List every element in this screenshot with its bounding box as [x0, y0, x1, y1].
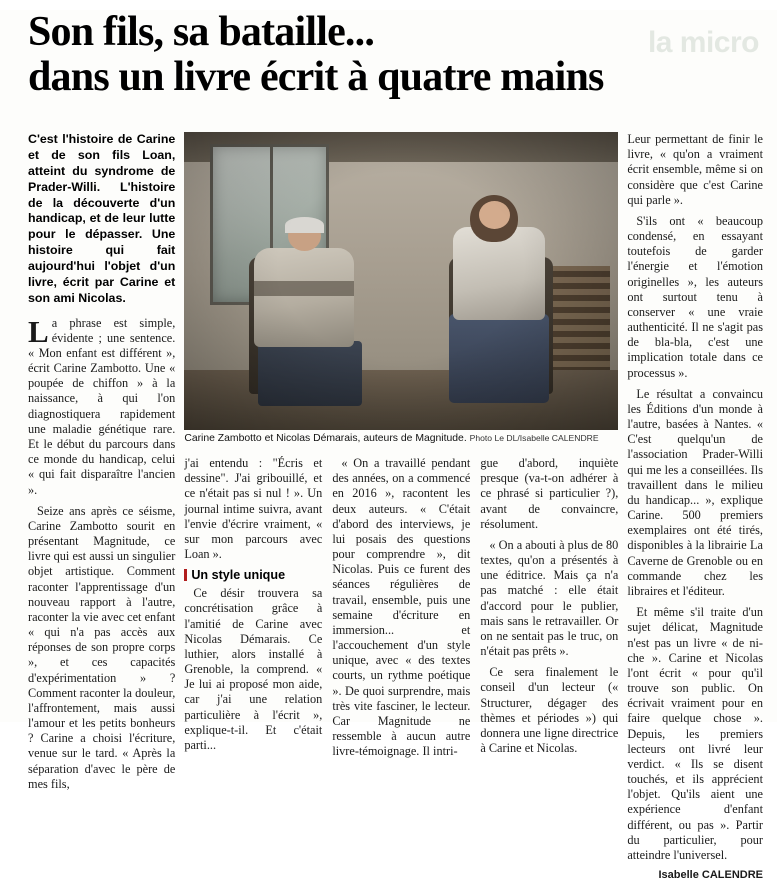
article-photo: [184, 132, 618, 430]
column-middle: [184, 132, 619, 759]
mid-right-paragraph-1: « On a travaillé pendant des années, on a commencé en 2016 », racontent les deux auteurs. « C'était d'abord des interviews, je lui posais des questions pour comprendre », dit Nicolas. Puis ce furent des séances régulières de travail, ensemble, puis une semaine d'écriture en immersion... et l'accouchement d'un style unique, avec « des textes courts, un rythme poétique ». De quoi surprendre, mais très vite fasciner, le lecteur. Car Magnitude ne ressemble à aucun autre livre-témoignage. Il intri-: [332, 456, 471, 759]
photo-credit: Photo Le DL/Isabelle CALENDRE: [469, 433, 599, 443]
left-paragraph-1: La phrase est simple, évidente ; une sentence. « Mon enfant est différent », écrit Carine Zambotto. Une « poupée de chiffon » à la naissance, à qui l'on diagnostiquera rapidement une maladie génétique rare. Et le début du parcours dans ce monde du handicap, celui « qui fait disparaître l'ancien ».: [28, 313, 176, 497]
newspaper-article-page: [0, 9, 777, 881]
photo-caption: [184, 432, 618, 445]
photo-figure: [184, 132, 618, 453]
mid-left-paragraph-2: Ce désir trouvera sa concrétisation grâce à l'amitié de Carine avec Nicolas Démarais. Ce luthier, alors installé à Grenoble, la comprend. « Je lui ai proposé mon aide, car j'ai une relation particulière à l'écrit », explique-t-il. Et c'était parti...: [184, 586, 323, 752]
right-paragraph-1: Leur permettant de finir le livre, « qu'on a vraiment écrit ensemble, même si on considère que c'est Carine qui parle ».: [627, 132, 763, 207]
section-subheading: Un style unique: [184, 568, 322, 582]
column-middle-left: [184, 456, 322, 765]
column-middle-right: [332, 456, 470, 765]
ghost-masthead-text: la micro: [647, 26, 759, 59]
column-right: [627, 132, 763, 881]
right-paragraph-3: Le résultat a convaincu les Éditions d'un monde à l'autre, basées à Nantes. « C'est quelqu'un de l'association Prader-Willi qui me les a conseillées. Ils travaillent dans le milieu du handicap... », explique Carine. 500 premiers exemplaires ont été tirés, disponibles à la librairie La Caverne de Grenoble ou en commande chez les libraires et l'éditeur.: [627, 386, 763, 598]
author-signature: Isabelle CALENDRE: [658, 869, 763, 881]
page-title: [28, 10, 763, 100]
column-middle-far-right: [480, 456, 618, 765]
inner-right-paragraph-3: Ce sera finalement le conseil d'un lecteur (« Structurer, dégager des thèmes et périodes ») qui donnera une ligne directrice à Carine et Nicolas.: [480, 665, 619, 756]
right-paragraph-4: Et même s'il traite d'un sujet délicat, Magnitude n'est pas un livre « de ni-che ». Carine et Nicolas l'ont écrit « pour qu'il trouve son public. On écrivait vraiment pour en faire quelque chose ». Depuis, les premiers lecteurs ont livré leur verdict. « Ils se disent touchés, et ils apprécient l'objet. Qu'ils aient une expérience d'enfant différent, ou pas ». Partir du particulier, pour atteindre l'universel.: [627, 605, 763, 862]
headline-line-2: dans un livre écrit à quatre mains: [28, 53, 604, 100]
article-columns: [28, 132, 763, 881]
inner-right-paragraph-1: gue d'abord, inquiète presque (va-t-on adhérer à ce phrasé si particulier ?), avant de convaincre, résolument.: [480, 456, 619, 531]
right-paragraph-2: S'ils ont « beaucoup condensé, en essayant toutefois de garder l'énergie et l'émotion originelles », les auteurs ont surtout tenu à conserver « une vraie authenticité. Il ne s'agit pas de bla-bla, c'est une implication totale dans ce processus ».: [627, 213, 763, 380]
photo-caption-text: Carine Zambotto et Nicolas Démarais, auteurs de Magnitude.: [184, 433, 467, 444]
photo-vignette: [184, 132, 618, 430]
headline-line-1: Son fils, sa bataille...: [28, 9, 375, 55]
left-paragraph-2: Seize ans après ce séisme, Carine Zambotto sourit en présentant Magnitude, ce livre qui est aussi un singulier objet artistique. Comment raconter l'apprentissage d'un nouveau rapport à l'autre, raconter la vie avec cet enfant « qui n'a pas accès aux réponses de son propre corps », et ces capacités d'expérimentation » ? Comment raconter la douleur, l'affrontement, mais aussi l'amour et les petits bonheurs ? Carine a choisi l'écriture, venue sur le tard. « Après la séparation d'avec le père de mes fils,: [28, 503, 176, 791]
column-left: [28, 132, 176, 791]
inner-right-paragraph-2: « On a abouti à plus de 80 textes, qu'on a présentés à une éditrice. Mais ça n'a pas matché : elle était d'accord pour le publier, mais sans le retravailler. Or on ne sentait pas le truc, on n'était pas prêts ».: [480, 537, 619, 659]
middle-sub-columns: [184, 456, 618, 765]
mid-left-paragraph-1: j'ai entendu : "Écris et dessine". J'ai gribouillé, et ce n'était pas si nul ! ». Un journal intime suivra, avant l'envie d'écrire vraiment, « sur mon parcours avec Loan ».: [184, 456, 323, 562]
standfirst-text: C'est l'histoire de Carine et de son fils Loan, atteint du syndrome de Prader-Willi. L'histoire de la découverte d'un handicap, et de leur lutte pour le dépasser. Une histoire qui fait aujourd'hui l'objet d'un livre, écrit par Carine et son ami Nicolas.: [28, 132, 176, 305]
